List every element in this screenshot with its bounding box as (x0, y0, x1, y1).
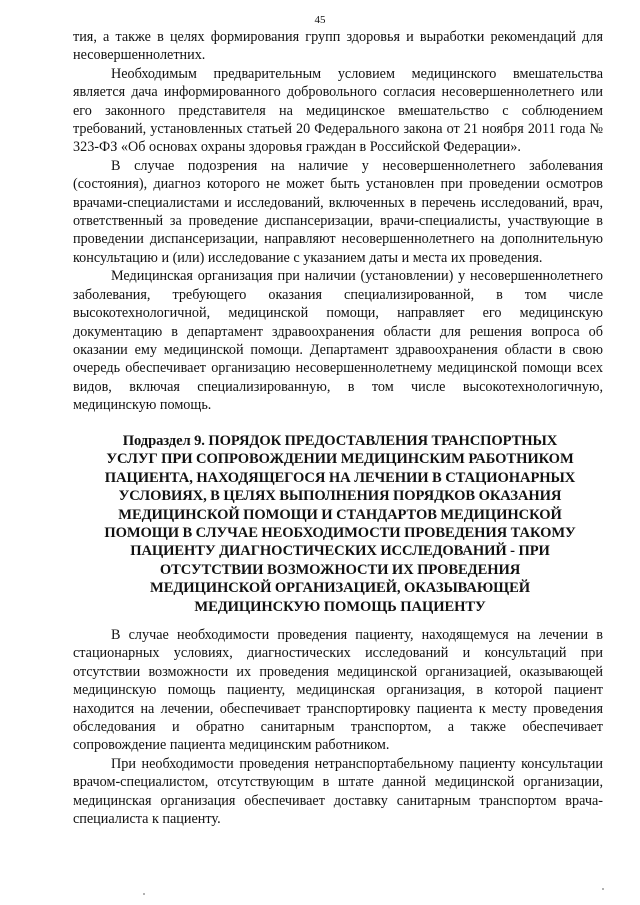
paragraph-patient-transport: В случае необходимости проведения пациенту, находящемуся на лечении в стационарных условиях, диагностических исследований и консультаций при отсутствии возможности их проведения медицинской организацией, оказывающей медицинскую помощь пациенту, медицинская организация, в которой пациент находится на лечении, обеспечивает транспортировку пациента к месту проведения обследования и обратно санитарным транспортом, а также обеспечивает сопровождение пациента медицинским работником. (73, 627, 603, 754)
page-number: 45 (314, 14, 326, 26)
top-text-block (73, 28, 603, 415)
paragraph-specialist-delivery: При необходимости проведения нетранспортабельному пациенту консультации врачом-специалистом, отсутствующим в штате данной медицинской организации, медицинская организация обеспечивает доставку санитарным транспортом врача-специалиста к пациенту. (73, 755, 603, 828)
paragraph-specialized-care: Медицинская организация при наличии (установлении) у несовершеннолетнего заболевания, требующего оказания специализированной, в том числе высокотехнологичной, медицинской помощи, направляет его медицинскую документацию в департамент здравоохранения области для решения вопроса об оказании ему медицинской помощи. Департамент здравоохранения области в свою очередь обеспечивает организацию несовершеннолетнему медицинской помощи всех видов, включая специализированную, в том числе высокотехнологичную, медицинскую помощь. (73, 268, 603, 414)
scan-dot (143, 893, 145, 895)
scan-dot (602, 888, 604, 890)
paragraph-informed-consent: Необходимым предварительным условием медицинского вмешательства является дача информированного добровольного согласия несовершеннолетнего или его законного представителя на медицинское вмешательство с соблюдением требований, установленных статьей 20 Федерального закона от 21 ноября 2011 года № 323-ФЗ «Об основах охраны здоровья граждан в Российской Федерации». (73, 65, 603, 156)
bottom-text-block (73, 626, 603, 828)
section-heading: Подраздел 9. ПОРЯДОК ПРЕДОСТАВЛЕНИЯ ТРАНСПОРТНЫХ УСЛУГ ПРИ СОПРОВОЖДЕНИИ МЕДИЦИНСКИМ РАБОТНИКОМ ПАЦИЕНТА, НАХОДЯЩЕГОСЯ НА ЛЕЧЕНИИ В СТАЦИОНАРНЫХ УСЛОВИЯХ, В ЦЕЛЯХ ВЫПОЛНЕНИЯ ПОРЯДКОВ ОКАЗАНИЯ МЕДИЦИНСКОЙ ПОМОЩИ И СТАНДАРТОВ МЕДИЦИНСКОЙ ПОМОЩИ В СЛУЧАЕ НЕОБХОДИМОСТИ ПРОВЕДЕНИЯ ТАКОМУ ПАЦИЕНТУ ДИАГНОСТИЧЕСКИХ ИССЛЕДОВАНИЙ - ПРИ ОТСУТСТВИИ ВОЗМОЖНОСТИ ИХ ПРОВЕДЕНИЯ МЕДИЦИНСКОЙ ОРГАНИЗАЦИЕЙ, ОКАЗЫВАЮЩЕЙ МЕДИЦИНСКУЮ ПОМОЩЬ ПАЦИЕНТУ (104, 433, 576, 615)
paragraph-continuation: тия, а также в целях формирования групп здоровья и выработки рекомендаций для несовершеннолетних. (73, 29, 603, 64)
paragraph-suspected-disease: В случае подозрения на наличие у несовершеннолетнего заболевания (состояния), диагноз которого не может быть установлен при проведении осмотров врачами-специалистами и исследований, включенных в перечень исследований, врач, ответственный за проведение диспансеризации, врачи-специалисты, участвующие в проведении диспансеризации, направляют несовершеннолетнего на дополнительную консультацию и (или) исследование с указанием даты и места их проведения. (73, 157, 603, 266)
